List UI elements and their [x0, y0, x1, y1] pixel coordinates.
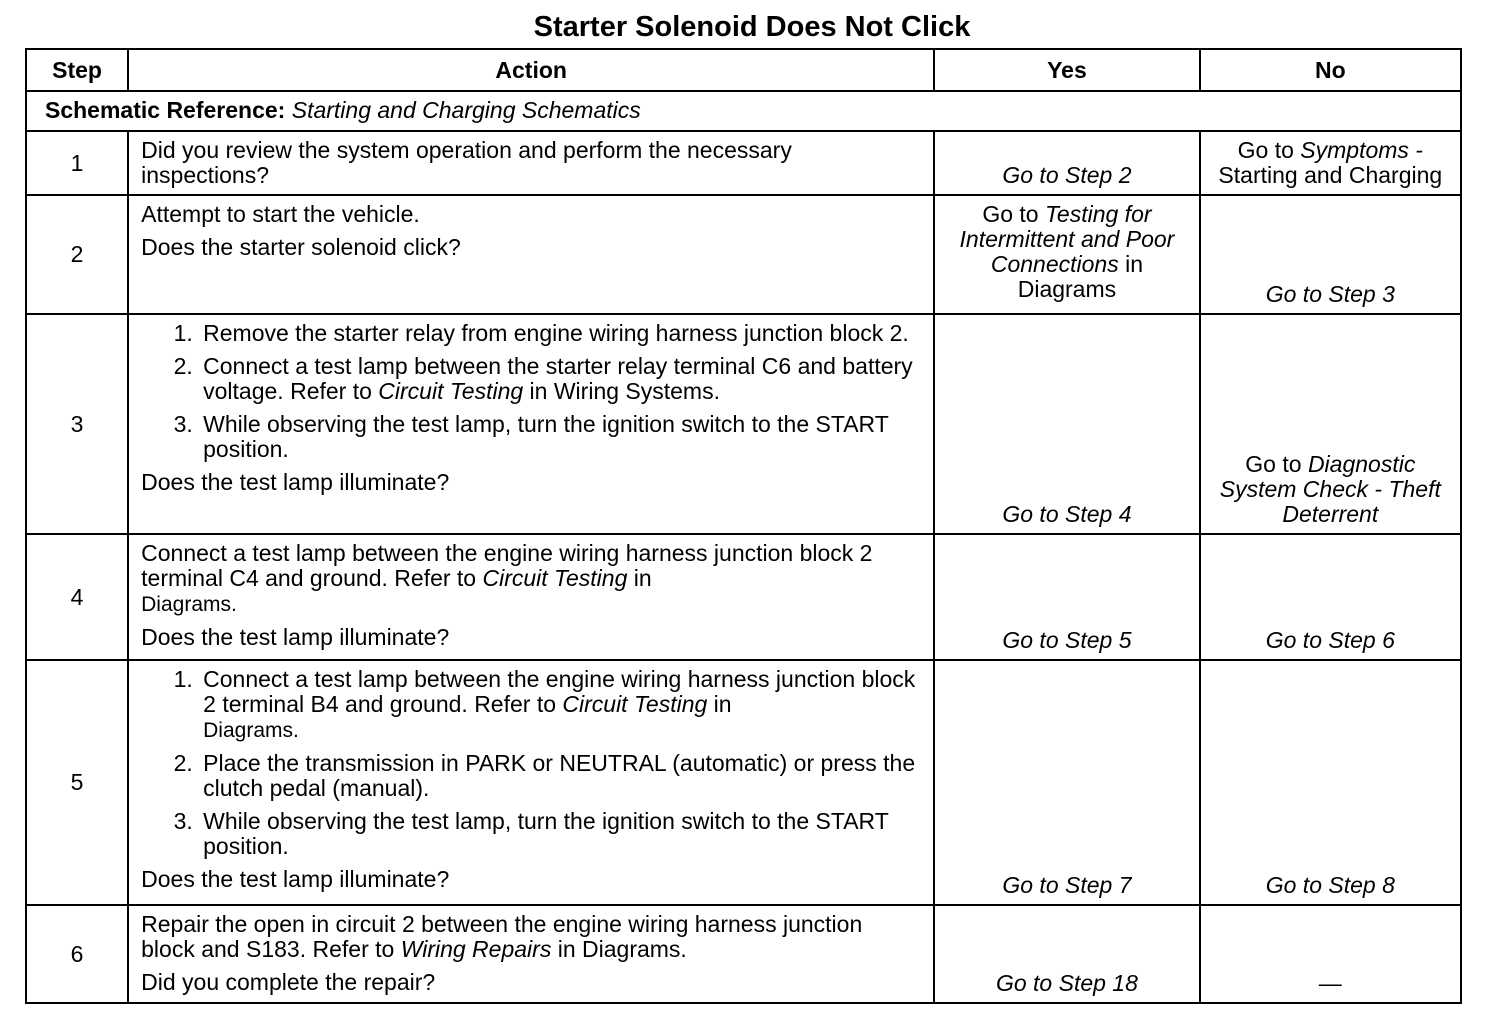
list-item — [199, 667, 921, 743]
reference-link: Circuit Testing — [378, 378, 524, 404]
action-instruction — [141, 912, 921, 962]
no-cell: Go to Step 8 — [1200, 660, 1461, 905]
step-number: 4 — [26, 534, 128, 660]
action-question: Did you review the system operation and perform the necessary inspections? — [141, 137, 792, 188]
yes-prefix: Go to — [982, 201, 1045, 227]
header-row — [26, 49, 1461, 91]
table-row — [26, 905, 1461, 1003]
action-text: Diagrams. — [141, 593, 237, 616]
reference-link: Circuit Testing — [562, 691, 708, 717]
list-item: 3. While observing the test lamp, turn the ignition switch to the START position. — [199, 809, 921, 859]
header-no: No — [1200, 49, 1461, 91]
yes-cell: Go to Step 4 — [934, 314, 1199, 534]
list-item: 2. Place the transmission in PARK or NEUTRAL (automatic) or press the clutch pedal (manual). — [199, 751, 921, 801]
action-instruction — [141, 541, 921, 617]
no-prefix: Go to — [1245, 451, 1308, 477]
yes-cell: Go to Step 5 — [934, 534, 1199, 660]
no-link: Symptoms - — [1300, 137, 1423, 163]
schematic-row — [26, 91, 1461, 131]
table-row — [26, 195, 1461, 314]
action-question: Did you complete the repair? — [141, 969, 436, 995]
action-steps-list — [141, 321, 921, 462]
schematic-label: Schematic Reference: — [45, 97, 286, 123]
action-instruction: Attempt to start the vehicle. — [141, 201, 420, 227]
header-yes: Yes — [934, 49, 1199, 91]
action-cell — [128, 131, 934, 195]
reference-link: Wiring Repairs — [400, 936, 552, 962]
no-prefix: Go to — [1237, 137, 1301, 163]
list-item: 3. While observing the test lamp, turn the ignition switch to the START position. — [199, 412, 921, 462]
step-number: 2 — [26, 195, 128, 314]
list-item: 1. Remove the starter relay from engine wiring harness junction block 2. — [199, 321, 921, 346]
table-row — [26, 660, 1461, 905]
table-row — [26, 314, 1461, 534]
list-item-text: in Wiring Systems. — [523, 378, 720, 404]
no-rest: Starting and Charging — [1218, 162, 1443, 188]
step-number: 5 — [26, 660, 128, 905]
action-steps-list — [141, 667, 921, 859]
yes-cell: Go to Step 18 — [934, 905, 1199, 1003]
no-cell: Go to Step 3 — [1200, 195, 1461, 314]
list-item-text: Connect a test lamp between the starter relay terminal C6 and battery voltage. Refer to — [203, 353, 913, 404]
list-item-text: Connect a test lamp between the engine wiring harness junction block 2 terminal B4 and ground. Refer to — [203, 666, 916, 717]
no-cell — [1200, 314, 1461, 534]
yes-cell: Go to Step 7 — [934, 660, 1199, 905]
action-cell — [128, 195, 934, 314]
diagnostic-table — [25, 48, 1462, 1004]
table-row — [26, 131, 1461, 195]
yes-cell: Go to Step 2 — [934, 131, 1199, 195]
list-item-text: Diagrams. — [203, 719, 299, 742]
action-cell — [128, 905, 934, 1003]
no-link: Diagnostic System Check - Theft Deterrent — [1219, 451, 1441, 527]
action-text: in Diagrams. — [551, 936, 687, 962]
list-item-text: in — [707, 691, 732, 717]
no-cell: — — [1200, 905, 1461, 1003]
action-cell — [128, 314, 934, 534]
action-question: Does the test lamp illuminate? — [141, 469, 450, 495]
yes-cell — [934, 195, 1199, 314]
step-number: 1 — [26, 131, 128, 195]
action-question: Does the test lamp illuminate? — [141, 866, 450, 892]
yes-rest: in — [1118, 251, 1143, 277]
schematic-value: Starting and Charging Schematics — [291, 97, 641, 123]
schematic-reference — [26, 91, 1461, 131]
action-cell — [128, 534, 934, 660]
no-cell: Go to Step 6 — [1200, 534, 1461, 660]
no-cell — [1200, 131, 1461, 195]
step-number: 3 — [26, 314, 128, 534]
step-number: 6 — [26, 905, 128, 1003]
action-cell — [128, 660, 934, 905]
yes-rest-2: Diagrams — [1017, 276, 1117, 302]
header-action: Action — [128, 49, 934, 91]
action-question: Does the starter solenoid click? — [141, 234, 461, 260]
yes-link: Testing for Intermittent and Poor Connections — [959, 201, 1175, 277]
action-text: Connect a test lamp between the engine wiring harness junction block 2 terminal C4 and ground. Refer to — [141, 540, 873, 591]
action-text: Repair the open in circuit 2 between the engine wiring harness junction block and S183. Refer to — [141, 911, 863, 962]
action-question: Does the test lamp illuminate? — [141, 624, 450, 650]
table-row — [26, 534, 1461, 660]
action-text: in — [627, 565, 652, 591]
reference-link: Circuit Testing — [482, 565, 628, 591]
header-step: Step — [26, 49, 128, 91]
page-title: Starter Solenoid Does Not Click — [533, 11, 971, 43]
list-item — [199, 354, 921, 404]
